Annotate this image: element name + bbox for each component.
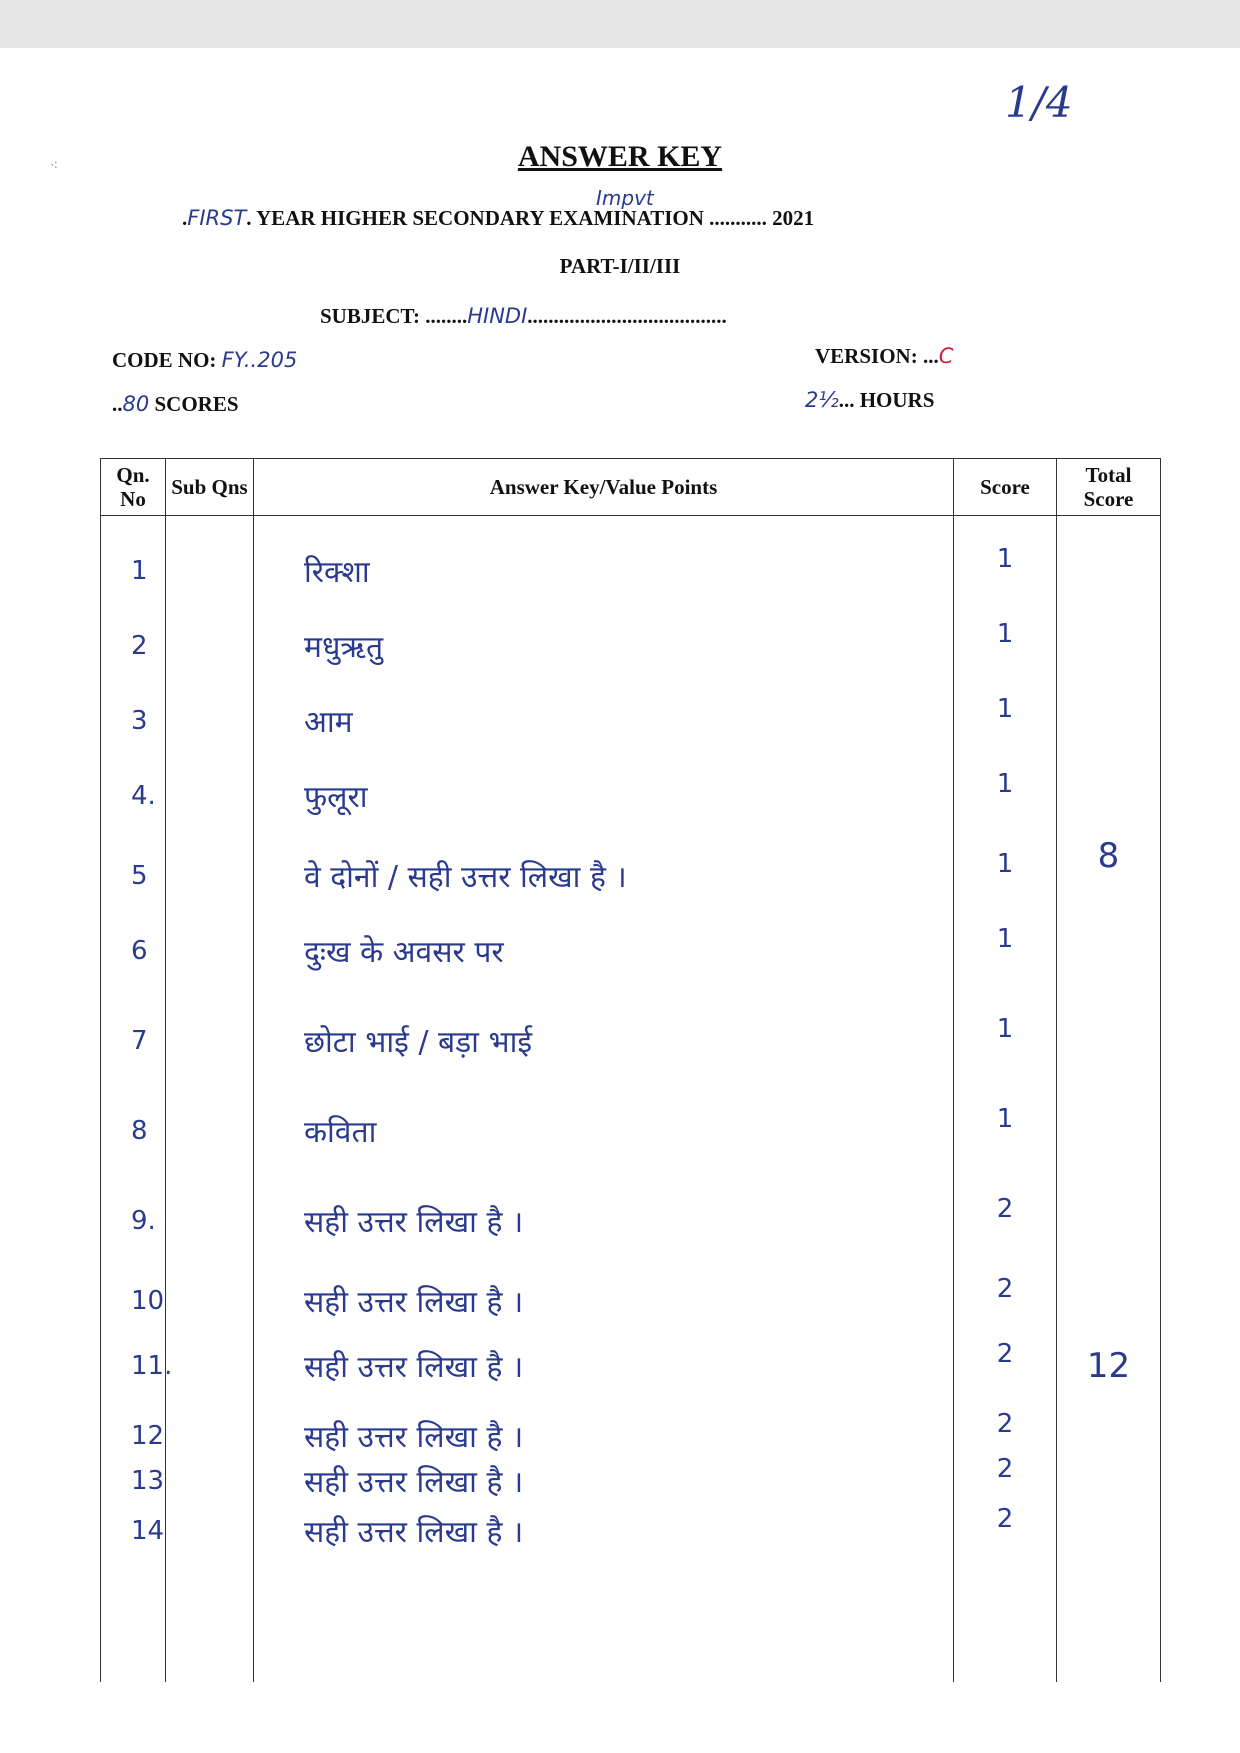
page-title: ANSWER KEY [517,140,723,173]
answer-text: सही उत्तर लिखा है । [304,1350,524,1385]
question-number: 8 [131,1116,148,1146]
hours-value: 2½ [805,388,839,412]
scores-value: 80 [122,392,150,416]
version-value: C [938,344,954,368]
answer-column [254,516,953,1682]
answer-text: कविता [304,1115,377,1150]
subject-value: HINDI [467,304,528,328]
answer-text: सही उत्तर लिखा है । [304,1205,524,1240]
question-number: 1 [131,556,148,586]
scan-mark: ⁖ [50,159,59,174]
score-value: 1 [996,924,1014,954]
hours-label: HOURS [859,388,935,412]
score-value: 2 [996,1454,1014,1484]
code-value: FY..205 [221,348,298,372]
header-qn-no: Qn. No [101,459,166,516]
page-number-mark: 1/4 [1005,78,1073,127]
scores-label: SCORES [154,392,239,416]
question-number: 5 [131,861,148,891]
answer-text: छोटा भाई / बड़ा भाई [304,1025,533,1060]
subject-label: SUBJECT: [320,304,420,328]
year-handwritten: FIRST [187,206,247,230]
question-number: 7 [131,1026,148,1056]
score-value: 2 [996,1409,1014,1439]
scores-line: ..80 SCORES [112,392,239,416]
question-number: 10 [131,1286,165,1316]
question-number: 2 [131,631,148,661]
version-label: VERSION: [815,344,918,368]
code-line [112,348,297,373]
exam-title: YEAR HIGHER SECONDARY EXAMINATION ........... 2021 [256,206,815,230]
answer-text: सही उत्तर लिखा है । [304,1420,524,1455]
score-value: 1 [996,769,1014,799]
question-number: 3 [131,706,148,736]
answer-text: वे दोनों / सही उत्तर लिखा है । [304,860,627,895]
answer-text: फुलूरा [304,780,368,815]
answer-text: सही उत्तर लिखा है । [304,1515,524,1550]
score-value: 1 [996,1014,1014,1044]
scan-top-bar [0,0,1240,48]
question-number: 4. [131,781,156,811]
score-value: 2 [996,1339,1014,1369]
total-column [1057,516,1160,1682]
answer-text: रिक्शा [304,555,370,590]
answer-text: सही उत्तर लिखा है । [304,1465,524,1500]
header-sub-qns: Sub Qns [166,459,254,516]
question-number: 9. [131,1206,156,1236]
answer-text: दुःख के अवसर पर [304,935,504,970]
total-score-value: 12 [1086,1346,1131,1386]
question-number: 12 [131,1421,165,1451]
answer-text: सही उत्तर लिखा है । [304,1285,524,1320]
total-score-value: 8 [1097,836,1120,876]
score-value: 2 [996,1504,1014,1534]
question-number: 6 [131,936,148,966]
sub-qns-column [166,516,253,1682]
score-column [954,516,1056,1682]
score-value: 1 [996,694,1014,724]
part-line: PART-I/II/III [559,254,681,278]
question-number: 13 [131,1466,165,1496]
question-number: 11. [131,1351,173,1381]
exam-line: .FIRST. YEAR HIGHER SECONDARY EXAMINATION ........... 2021 [182,206,815,230]
qno-column [101,516,173,1682]
question-number: 14 [131,1516,165,1546]
hours-line: 2½... HOURS [805,388,935,412]
score-value: 2 [996,1274,1014,1304]
header-score: Score [954,459,1057,516]
header-total-score: Total Score [1057,459,1161,516]
score-value: 2 [996,1194,1014,1224]
subject-line: SUBJECT: ........HINDI...................................... [320,304,727,328]
score-value: 1 [996,544,1014,574]
handwritten-insert: Impvt [596,186,654,210]
answer-text: मधुऋतु [304,630,384,665]
score-value: 1 [996,1104,1014,1134]
answer-text: आम [304,705,353,740]
score-value: 1 [996,619,1014,649]
answer-key-table [100,458,1161,1682]
code-label: CODE NO: [112,348,217,372]
score-value: 1 [996,849,1014,879]
header-answer: Answer Key/Value Points [254,459,954,516]
version-line: VERSION: ...C [815,344,954,368]
